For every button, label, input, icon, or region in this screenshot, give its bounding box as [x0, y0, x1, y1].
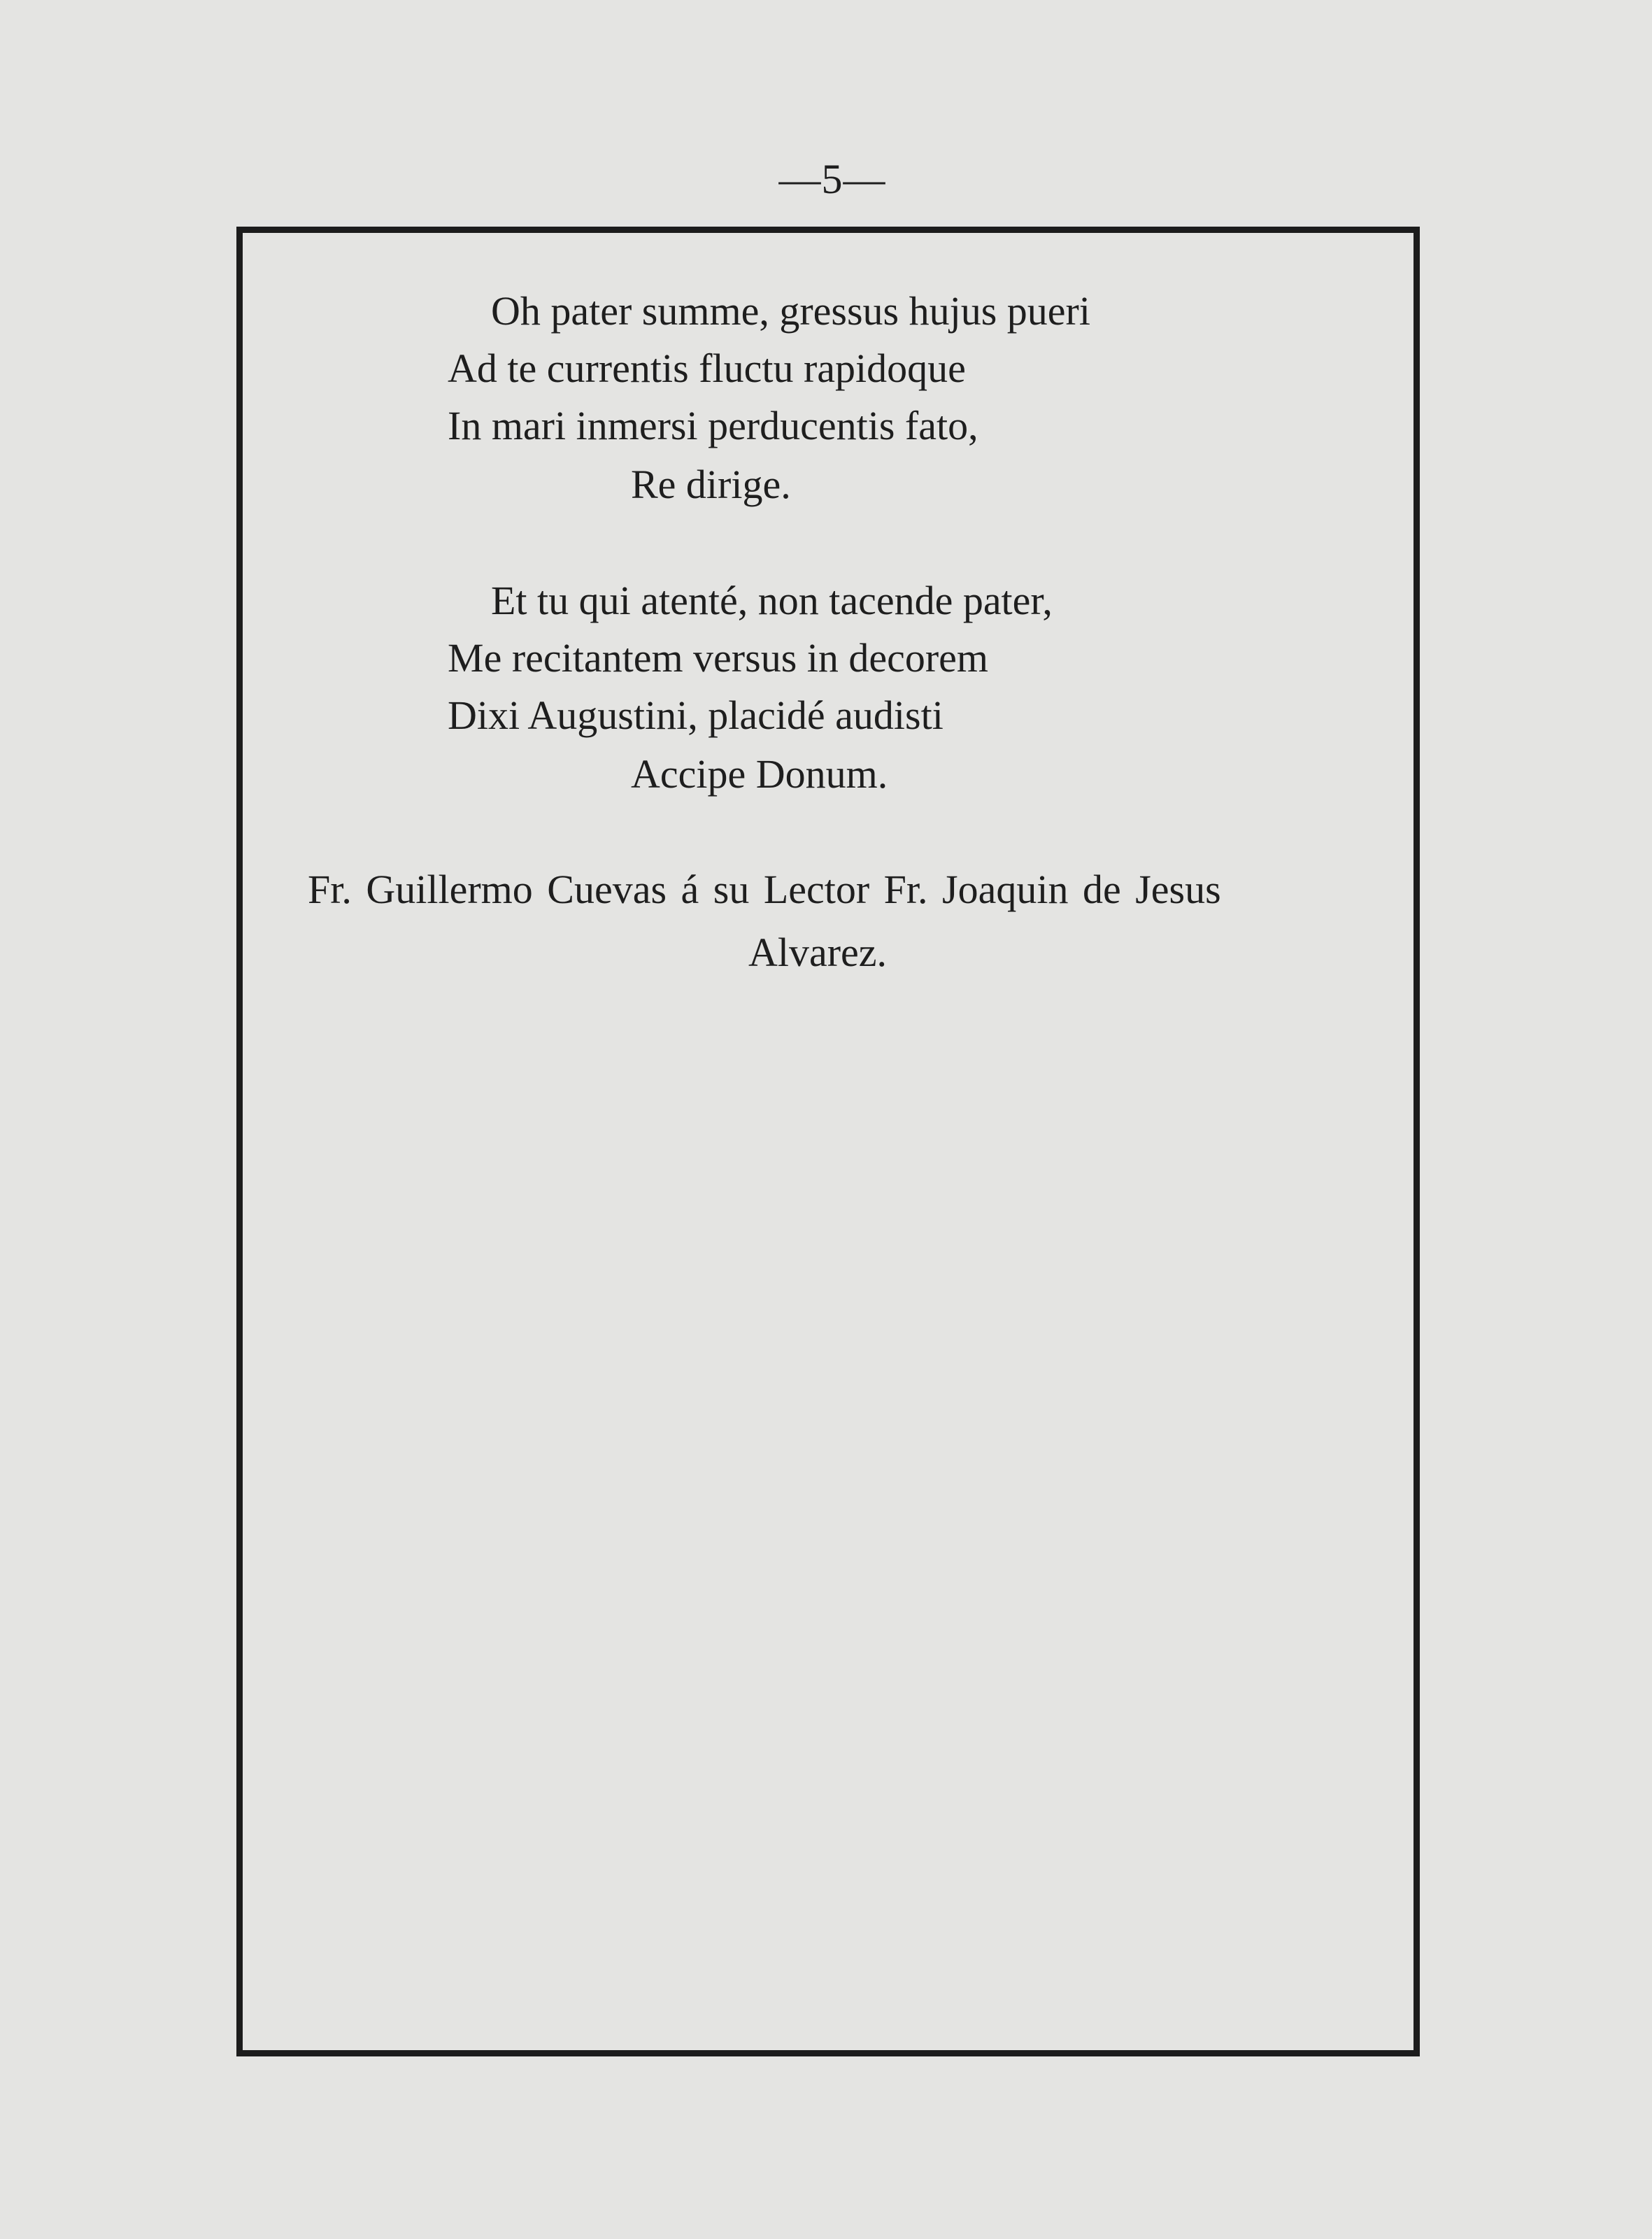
verse-line: Accipe Donum. — [631, 751, 888, 797]
verse-line: Dixi Augustini, placidé audisti — [448, 692, 944, 738]
verse-line: Ad te currentis fluctu rapidoque — [448, 346, 966, 391]
page-number: —5— — [778, 156, 886, 202]
verse-line: Me recitantem versus in decorem — [448, 635, 989, 681]
verse-line: In mari inmersi perducentis fato, — [448, 403, 978, 448]
signature-name-continued: Alvarez. — [748, 930, 888, 975]
signature-line: Fr. Guillermo Cuevas á su Lector Fr. Joaquin de Jesus — [308, 867, 1221, 912]
verse-line: Re dirige. — [631, 462, 791, 507]
verse-line: Et tu qui atenté, non tacende pater, — [491, 578, 1053, 623]
page-border-frame — [236, 227, 1420, 2056]
verse-line: Oh pater summe, gressus hujus pueri — [491, 288, 1090, 334]
